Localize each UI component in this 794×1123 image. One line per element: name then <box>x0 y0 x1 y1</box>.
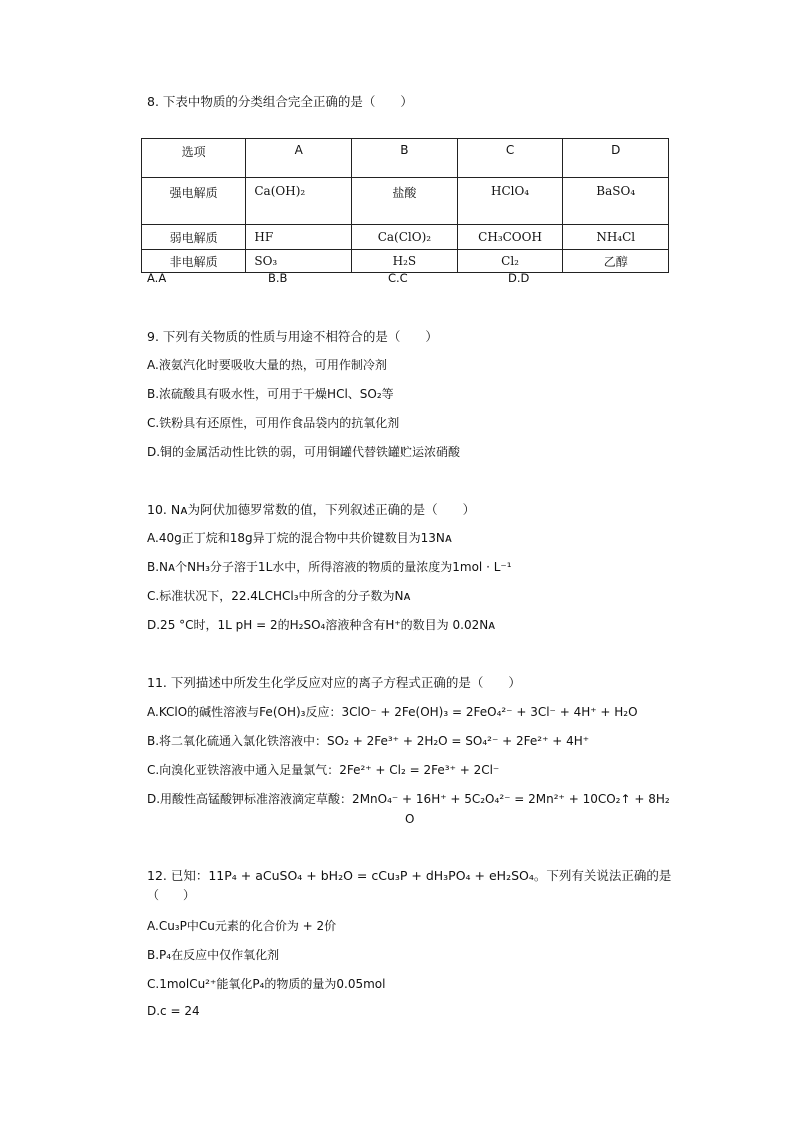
question-8-title: 8. 下表中物质的分类组合完全正确的是（ ） <box>147 94 413 109</box>
question-10-title: 10. Nᴀ为阿伏加德罗常数的值，下列叙述正确的是（ ） <box>147 502 476 517</box>
table-cell: H₂S <box>352 250 458 273</box>
table-cell: Ca(OH)₂ <box>246 178 352 225</box>
question-12-option-d: D.c = 24 <box>147 1004 200 1018</box>
question-11-option-d: D.用酸性高锰酸钾标准溶液滴定草酸：2MnO₄⁻ + 16H⁺ + 5C₂O₄²⁻ = 2Mn²⁺ + 10CO₂↑ + 8H₂ <box>147 792 670 806</box>
question-12-option-a: A.Cu₃P中Cu元素的化合价为 + 2价 <box>147 919 337 933</box>
table-cell: Cl₂ <box>457 250 563 273</box>
question-9-option-b: B.浓硫酸具有吸水性，可用于干燥HCl、SO₂等 <box>147 387 394 401</box>
question-10-option-d: D.25 °C时，1L pH = 2的H₂SO₄溶液种含有H⁺的数目为 0.02Nᴀ <box>147 618 496 632</box>
question-9-option-c: C.铁粉具有还原性，可用作食品袋内的抗氧化剂 <box>147 416 400 430</box>
table-row <box>142 250 669 273</box>
question-11-option-c: C.向溴化亚铁溶液中通入足量氯气：2Fe²⁺ + Cl₂ = 2Fe³⁺ + 2Cl⁻ <box>147 763 500 777</box>
table-header-cell: 选项 <box>142 139 246 178</box>
table-header-cell: B <box>352 139 458 178</box>
table-header-cell: C <box>457 139 563 178</box>
question-12-title: 12. 已知：11P₄ + aCuSO₄ + bH₂O = cCu₃P + dH₃PO₄ + eH₂SO₄。下列有关说法正确的是 <box>147 868 672 883</box>
question-12-option-c: C.1molCu²⁺能氧化P₄的物质的量为0.05mol <box>147 977 386 991</box>
table-cell: NH₄Cl <box>563 225 669 250</box>
question-10-option-b: B.Nᴀ个NH₃分子溶于1L水中，所得溶液的物质的量浓度为1mol · L⁻¹ <box>147 560 512 574</box>
table-cell: Ca(ClO)₂ <box>352 225 458 250</box>
table-cell: BaSO₄ <box>563 178 669 225</box>
table-cell: HClO₄ <box>457 178 563 225</box>
table-cell: 强电解质 <box>142 178 246 225</box>
answer-choice-b: B.B <box>268 271 288 285</box>
answer-choice-d: D.D <box>508 271 530 285</box>
classification-table <box>141 138 669 273</box>
question-9-title: 9. 下列有关物质的性质与用途不相符合的是（ ） <box>147 329 438 344</box>
table-cell: SO₃ <box>246 250 352 273</box>
question-11-option-b: B.将二氧化硫通入氯化铁溶液中：SO₂ + 2Fe³⁺ + 2H₂O = SO₄²⁻ + 2Fe²⁺ + 4H⁺ <box>147 734 590 748</box>
question-11-title: 11. 下列描述中所发生化学反应对应的离子方程式正确的是（ ） <box>147 675 521 690</box>
table-cell: 弱电解质 <box>142 225 246 250</box>
table-cell: CH₃COOH <box>457 225 563 250</box>
table-header-cell: A <box>246 139 352 178</box>
table-cell: 非电解质 <box>142 250 246 273</box>
question-10-option-c: C.标准状况下，22.4LCHCl₃中所含的分子数为Nᴀ <box>147 589 411 603</box>
table-row <box>142 225 669 250</box>
table-cell: 盐酸 <box>352 178 458 225</box>
answer-choice-a: A.A <box>147 271 167 285</box>
table-header-row <box>142 139 669 178</box>
table-cell: HF <box>246 225 352 250</box>
question-9-option-a: A.液氨汽化时要吸收大量的热，可用作制冷剂 <box>147 358 387 372</box>
table-cell: 乙醇 <box>563 250 669 273</box>
answer-choice-c: C.C <box>388 271 408 285</box>
question-12-title-continuation: （ ） <box>147 888 196 902</box>
question-12-option-b: B.P₄在反应中仅作氧化剂 <box>147 948 280 962</box>
question-9-option-d: D.铜的金属活动性比铁的弱，可用铜罐代替铁罐贮运浓硝酸 <box>147 445 461 459</box>
question-11-option-a: A.KClO的碱性溶液与Fe(OH)₃反应：3ClO⁻ + 2Fe(OH)₃ = 2FeO₄²⁻ + 3Cl⁻ + 4H⁺ + H₂O <box>147 705 638 719</box>
table-row <box>142 178 669 225</box>
question-10-option-a: A.40g正丁烷和18g异丁烷的混合物中共价键数目为13Nᴀ <box>147 531 452 545</box>
table-header-cell: D <box>563 139 669 178</box>
question-11-option-d-continuation: O <box>405 812 415 826</box>
